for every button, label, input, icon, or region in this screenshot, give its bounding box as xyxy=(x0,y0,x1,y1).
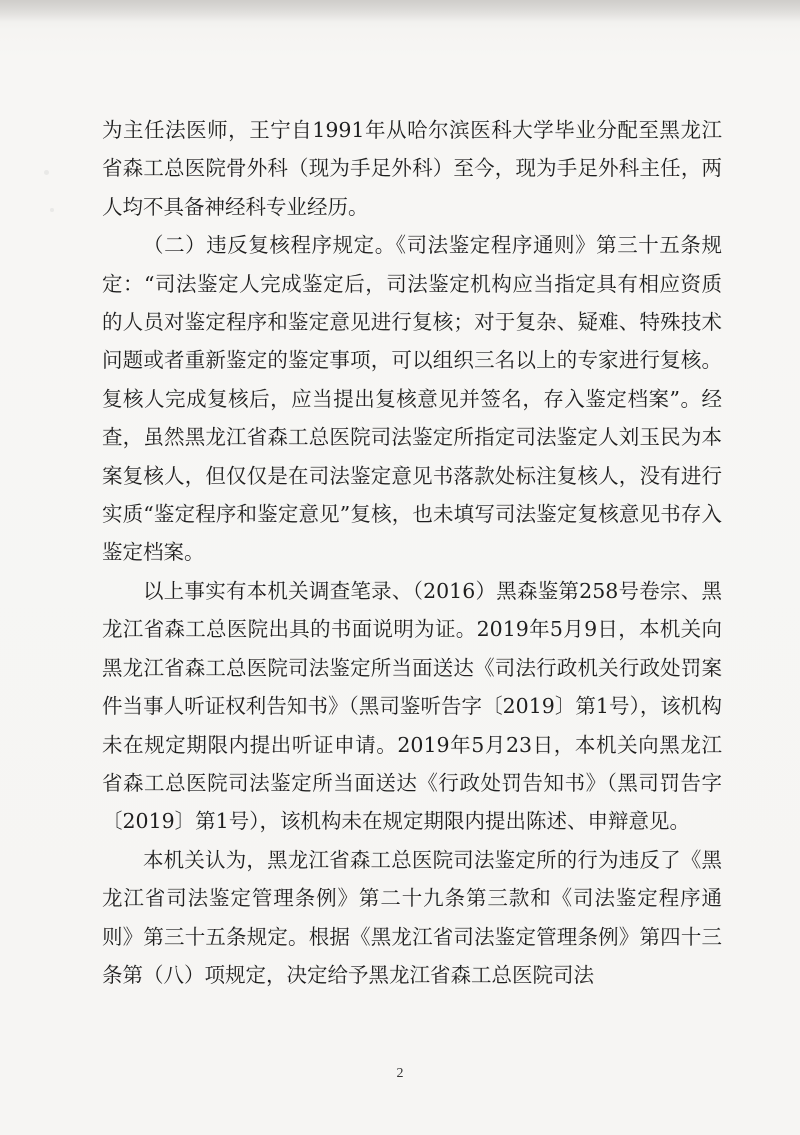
scan-speck xyxy=(44,170,49,175)
document-body xyxy=(102,111,722,994)
page-number: 2 xyxy=(396,1066,404,1081)
scan-edge-shadow xyxy=(0,0,800,22)
paragraph-continuation: 为主任法医师，王宁自1991年从哈尔滨医科大学毕业分配至黑龙江省森工总医院骨外科（现为手足外科）至今，现为手足外科主任，两人均不具备神经科专业经历。 xyxy=(102,118,722,219)
paragraph-decision: 本机关认为，黑龙江省森工总医院司法鉴定所的行为违反了《黑龙江省司法鉴定管理条例》第二十九条第三款和《司法鉴定程序通则》第三十五条规定。根据《黑龙江省司法鉴定管理条例》第四十三条第（八）项规定，决定给予黑龙江省森工总医院司法 xyxy=(102,847,722,987)
paragraph-review-procedure: （二）违反复核程序规定。《司法鉴定程序通则》第三十五条规定：“司法鉴定人完成鉴定后，司法鉴定机构应当指定具有相应资质的人员对鉴定程序和鉴定意见进行复核；对于复杂、疑难、特殊技术问题或者重新鉴定的鉴定事项，可以组织三名以上的专家进行复核。复核人完成复核后，应当提出复核意见并签名，存入鉴定档案”。经查，虽然黑龙江省森工总医院司法鉴定所指定司法鉴定人刘玉民为本案复核人，但仅仅是在司法鉴定意见书落款处标注复核人，没有进行实质“鉴定程序和鉴定意见”复核，也未填写司法鉴定复核意见书存入鉴定档案。 xyxy=(102,233,722,565)
paragraph-facts-evidence: 以上事实有本机关调查笔录、（2016）黑森鉴第258号卷宗、黑龙江省森工总医院出具的书面说明为证。2019年5月9日，本机关向黑龙江省森工总医院司法鉴定所当面送达《司法行政机关行政处罚案件当事人听证权利告知书》（黑司鉴听告字〔2019〕第1号），该机构未在规定期限内提出听证申请。2019年5月23日，本机关向黑龙江省森工总医院司法鉴定所当面送达《行政处罚告知书》（黑司罚告字〔2019〕第1号），该机构未在规定期限内提出陈述、申辩意见。 xyxy=(102,578,722,834)
scan-speck xyxy=(50,208,54,212)
